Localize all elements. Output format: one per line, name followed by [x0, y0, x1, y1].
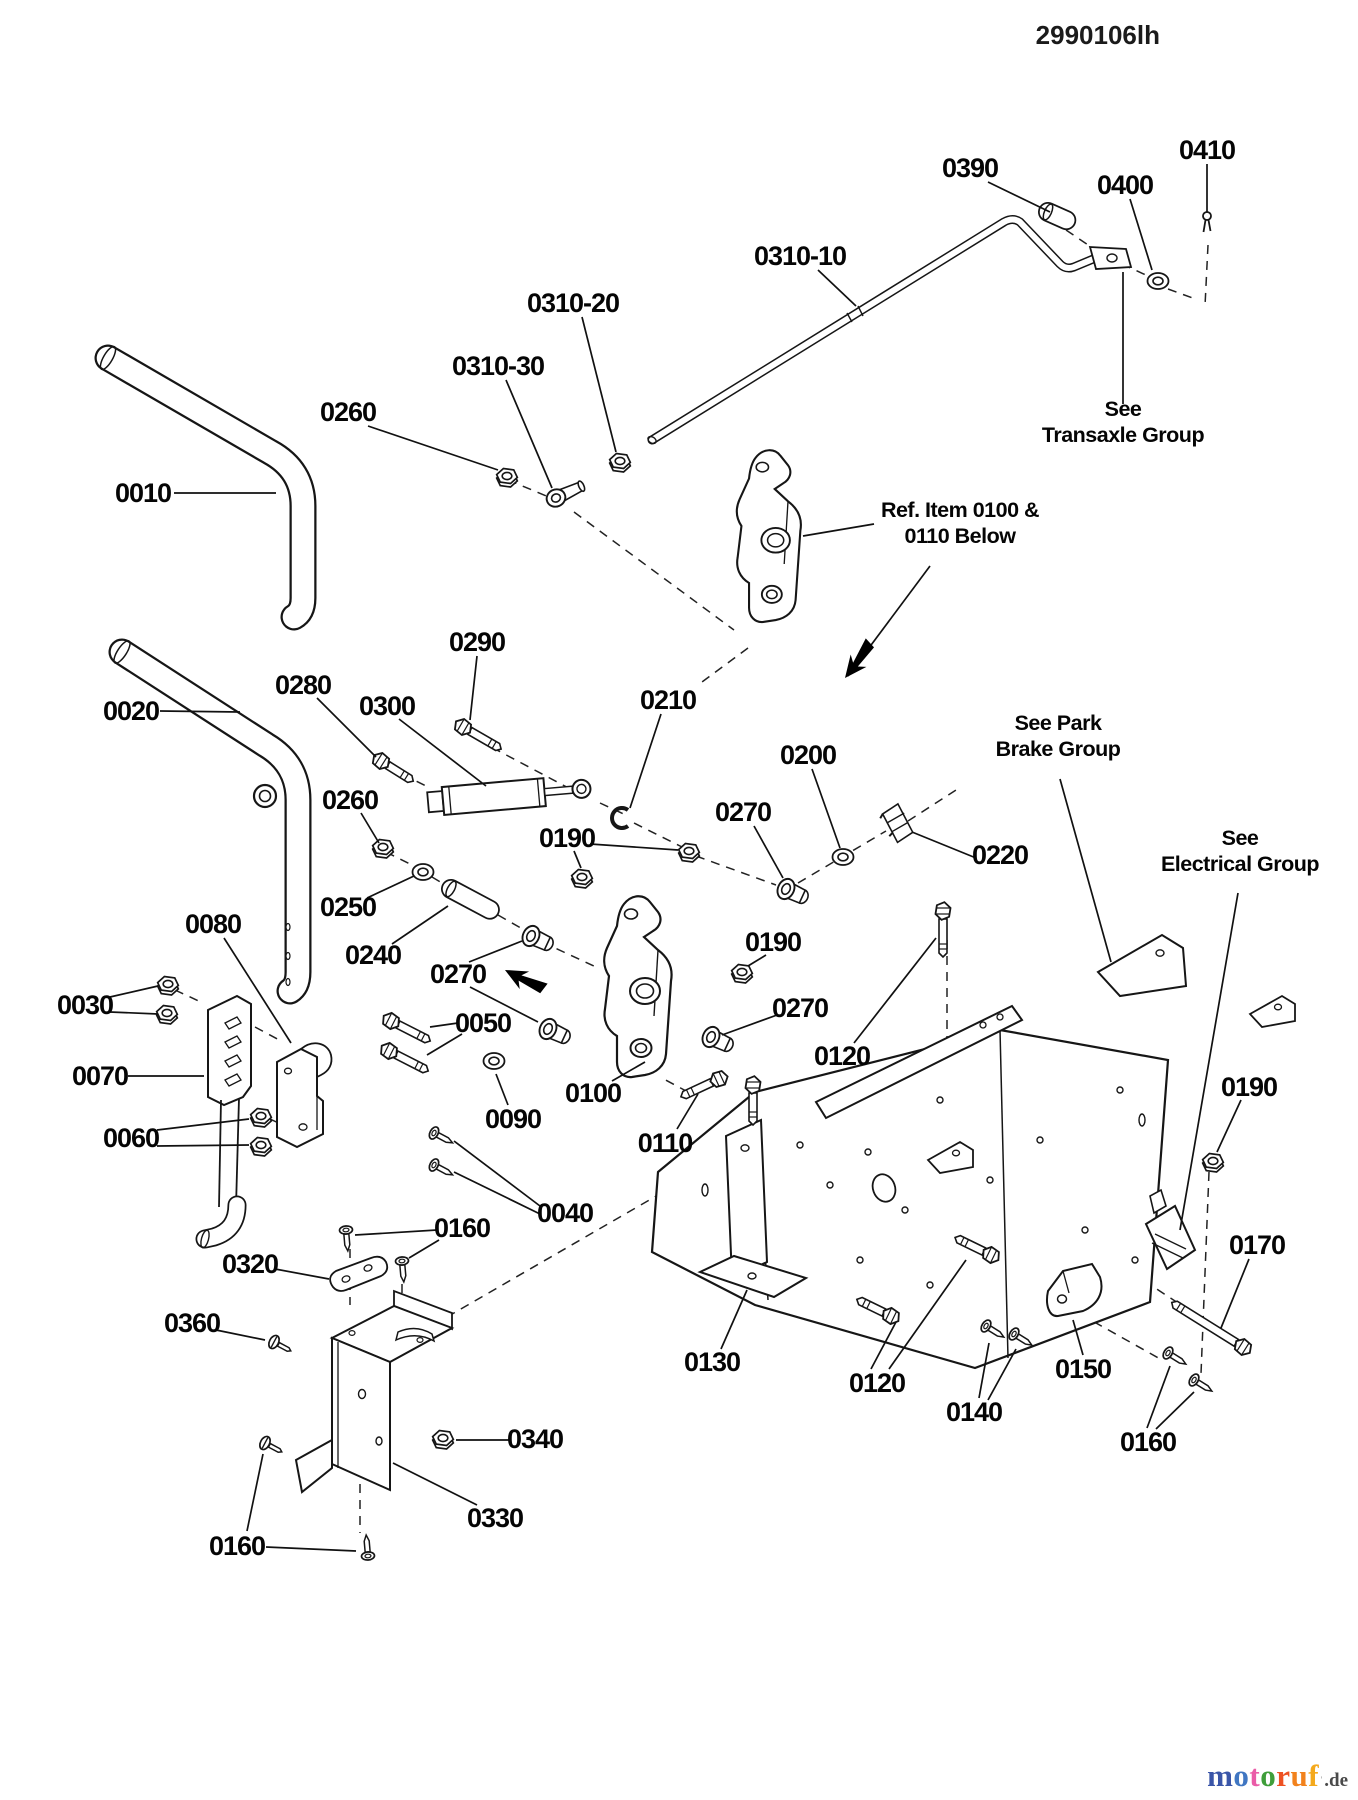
part-label-0050: 0050	[454, 1008, 512, 1038]
drawing-number: 2990106lh	[1035, 20, 1160, 50]
part-label-0280: 0280	[274, 670, 332, 700]
bushing-shape	[519, 923, 556, 955]
leader-line	[216, 1330, 265, 1340]
part-label-0140: 0140	[945, 1397, 1003, 1427]
part-0160-pushpin	[339, 1225, 354, 1251]
part-label-0150: 0150	[1054, 1354, 1112, 1384]
part-label-0190-c: 0190	[1220, 1072, 1278, 1102]
see-electrical-group: See Electrical Group	[1160, 826, 1320, 876]
motoruf-tld: .de	[1324, 1770, 1348, 1791]
assembly-axis-dashed-line	[696, 856, 776, 885]
part-mount-box-0330	[296, 1291, 452, 1492]
leader-line	[721, 1290, 747, 1349]
part-0310-20-nut	[610, 453, 631, 472]
leader-line	[988, 182, 1050, 212]
part-0050-bolt	[380, 1010, 434, 1047]
part-0160-pushpin	[1161, 1345, 1189, 1369]
assembly-axis-dashed-line	[634, 823, 684, 848]
direction-arrow	[500, 961, 548, 999]
leader-line	[1060, 779, 1111, 962]
leader-line	[677, 1094, 698, 1129]
part-label-0320: 0320	[221, 1249, 279, 1279]
ref-item-note: Ref. Item 0100 & 0110 Below	[880, 498, 1040, 548]
leader-line	[160, 711, 240, 712]
leader-line	[630, 714, 661, 808]
part-park-brake-tab	[1098, 935, 1186, 996]
leader-line	[392, 906, 448, 944]
bushing-shape	[699, 1024, 736, 1056]
part-label-0260-a: 0260	[319, 397, 377, 427]
leader-line	[454, 1172, 540, 1214]
part-label-0410: 0410	[1178, 135, 1236, 165]
part-0030-nut	[158, 976, 179, 995]
part-angle-bracket-right	[1250, 996, 1295, 1027]
part-0190-nut	[732, 964, 753, 983]
part-label-0360: 0360	[163, 1308, 221, 1338]
part-0060-nut	[251, 1108, 272, 1127]
part-label-0010: 0010	[114, 478, 172, 508]
part-0260-nut	[373, 839, 394, 858]
part-label-0130: 0130	[683, 1347, 741, 1377]
part-label-0270-c: 0270	[771, 993, 829, 1023]
lever-body	[604, 896, 671, 1077]
part-label-0240: 0240	[344, 940, 402, 970]
part-0260-nut	[497, 468, 518, 487]
part-0360-rivet	[267, 1334, 294, 1357]
part-label-0170: 0170	[1228, 1230, 1286, 1260]
part-0200-washer	[833, 849, 854, 865]
trademark-tick: ˈ	[1319, 1775, 1325, 1790]
part-0050-bolt	[378, 1040, 432, 1077]
part-label-0310-30: 0310-30	[451, 351, 545, 381]
bushing-shape	[536, 1016, 573, 1048]
part-0030-nut	[157, 1005, 178, 1024]
leader-line	[275, 1269, 329, 1279]
part-label-0040: 0040	[536, 1198, 594, 1228]
part-0110-bolt	[678, 1068, 730, 1103]
part-0160-pushpin	[360, 1535, 375, 1561]
assembly-axis-dashed-line	[255, 1027, 283, 1042]
leader-line	[157, 1119, 249, 1130]
part-0290-bolt	[452, 716, 505, 755]
leader-line	[470, 656, 477, 720]
leader-line	[110, 1012, 158, 1014]
part-label-0260-b: 0260	[321, 785, 379, 815]
part-label-0340: 0340	[506, 1424, 564, 1454]
logo-letter: f	[1308, 1758, 1320, 1793]
assembly-axis-dashed-line	[702, 648, 748, 682]
part-label-0330: 0330	[466, 1503, 524, 1533]
part-0270-bushing	[519, 923, 556, 955]
assembly-axis-dashed-line	[1168, 289, 1198, 300]
bushing-shape	[774, 876, 811, 908]
part-0390-spacer	[1041, 203, 1069, 228]
leader-line	[803, 524, 874, 536]
part-0210-clipC	[612, 808, 628, 828]
see-park-brake-group: See Park Brake Group	[995, 711, 1121, 761]
direction-arrow	[837, 637, 880, 684]
see-transaxle-group: See Transaxle Group	[1041, 397, 1205, 447]
part-label-0070: 0070	[71, 1061, 129, 1091]
part-0040-pushpin	[427, 1125, 455, 1148]
leader-line	[812, 769, 840, 848]
part-0250-washer	[413, 864, 434, 880]
leader-line	[496, 1074, 508, 1105]
leader-line	[590, 844, 678, 850]
leader-line	[754, 826, 783, 878]
part-0340-nut	[433, 1430, 454, 1449]
assembly-axis-dashed-line	[175, 990, 203, 1003]
logo-letter: o	[1260, 1758, 1277, 1793]
leader-line	[1217, 1100, 1241, 1152]
part-0190-nut	[679, 843, 700, 862]
part-label-0100: 0100	[564, 1078, 622, 1108]
part-0060-nut	[251, 1137, 272, 1156]
logo-letter: o	[1233, 1758, 1250, 1793]
part-label-0300: 0300	[358, 691, 416, 721]
part-label-0030: 0030	[56, 990, 114, 1020]
logo-letter: m	[1207, 1758, 1234, 1793]
assembly-axis-dashed-line	[660, 1077, 688, 1092]
part-label-0250: 0250	[319, 892, 377, 922]
part-label-0390: 0390	[941, 153, 999, 183]
part-0240-spacer	[444, 880, 494, 917]
part-0270-bushing	[536, 1016, 573, 1048]
leader-line	[355, 1230, 437, 1235]
part-pivot-bracket-0080	[277, 1043, 332, 1147]
motoruf-watermark-logo	[1207, 1758, 1348, 1794]
part-label-0190-b: 0190	[744, 927, 802, 957]
part-label-0310-20: 0310-20	[526, 288, 620, 318]
assembly-axis-dashed-line	[574, 512, 734, 630]
part-0400-washer	[1148, 273, 1169, 289]
part-label-0090: 0090	[484, 1104, 542, 1134]
part-0220-clip220	[878, 803, 914, 845]
part-0190-nut	[1203, 1153, 1224, 1172]
leader-line	[110, 986, 158, 997]
part-label-0110: 0110	[637, 1128, 693, 1158]
part-strap-0320	[330, 1257, 387, 1291]
leader-line	[582, 317, 616, 452]
leader-line	[1156, 1392, 1194, 1429]
assembly-axis-dashed-line	[1201, 1172, 1209, 1374]
part-label-0160-c: 0160	[208, 1531, 266, 1561]
assembly-axis-dashed-line	[1205, 245, 1208, 306]
part-label-0270-a: 0270	[714, 797, 772, 827]
leader-line	[157, 1145, 249, 1146]
leader-line	[430, 1023, 458, 1027]
logo-letter: r	[1276, 1758, 1291, 1793]
leader-line	[722, 1015, 777, 1035]
part-label-0200: 0200	[779, 740, 837, 770]
clip-shape	[878, 803, 914, 845]
part-0270-bushing	[774, 876, 811, 908]
part-0410-cotter	[1203, 212, 1211, 232]
part-label-0120-a: 0120	[813, 1041, 871, 1071]
logo-letter: u	[1290, 1758, 1309, 1793]
part-0160-pushpin	[395, 1256, 410, 1282]
part-0190-nut	[572, 869, 593, 888]
part-0160-rivet	[258, 1435, 285, 1458]
part-label-0310-10: 0310-10	[753, 241, 847, 271]
leader-line	[912, 832, 976, 858]
part-label-0020: 0020	[102, 696, 160, 726]
part-lever-0100	[604, 896, 671, 1077]
part-0090-washer	[484, 1053, 505, 1069]
part-lever-ref-item	[737, 450, 801, 622]
part-label-0270-b: 0270	[429, 959, 487, 989]
part-label-0290: 0290	[448, 627, 506, 657]
part-control-rod-0310-10	[647, 220, 1131, 445]
part-0300-ring	[254, 785, 276, 807]
leader-line	[266, 1547, 356, 1551]
part-label-0160-a: 0160	[433, 1213, 491, 1243]
part-label-0220: 0220	[971, 840, 1029, 870]
leader-line	[393, 1463, 477, 1505]
motoruf-wordmark	[1207, 1758, 1319, 1793]
leader-line	[854, 938, 936, 1043]
leader-line	[247, 1454, 263, 1531]
part-label-0120-b: 0120	[848, 1368, 906, 1398]
leader-line	[454, 1141, 540, 1206]
leader-line	[1221, 1259, 1249, 1328]
part-0170-bolt	[1168, 1296, 1255, 1358]
part-label-0060: 0060	[102, 1123, 160, 1153]
leader-line	[818, 270, 856, 306]
lever-body	[737, 450, 801, 622]
part-0270-bushing	[699, 1024, 736, 1056]
part-label-0400: 0400	[1096, 170, 1154, 200]
part-gas-spring-0300	[427, 774, 592, 816]
part-label-0190-a: 0190	[538, 823, 596, 853]
leader-line	[361, 813, 379, 843]
leader-line	[1130, 199, 1152, 270]
leader-line	[574, 851, 581, 868]
part-label-0160-b: 0160	[1119, 1427, 1177, 1457]
leader-line	[368, 426, 498, 470]
part-label-0210: 0210	[639, 685, 697, 715]
assembly-axis-dashed-line	[498, 915, 526, 931]
part-0280-bolt	[369, 750, 417, 788]
part-0160-pushpin	[1187, 1372, 1215, 1396]
logo-letter: t	[1249, 1758, 1261, 1793]
gas-spring-body	[427, 774, 592, 816]
assembly-axis-dashed-line	[908, 790, 956, 821]
part-label-0080: 0080	[184, 909, 242, 939]
part-0120-bolt	[935, 902, 950, 957]
part-0040-pushpin	[427, 1157, 455, 1180]
